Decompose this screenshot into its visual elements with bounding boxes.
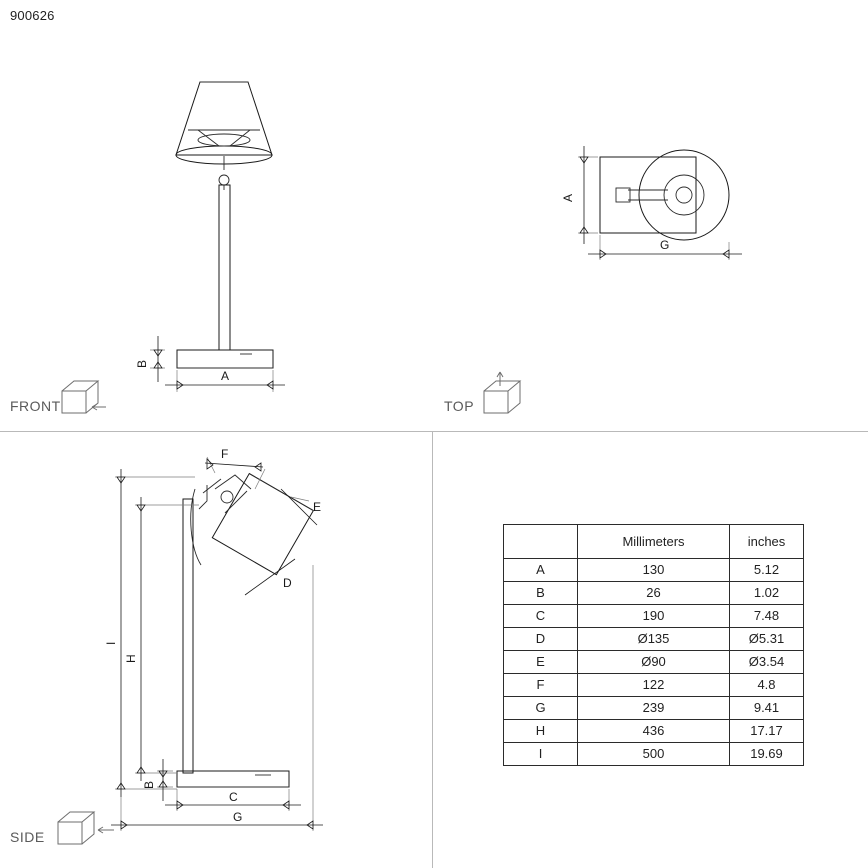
side-dim-i-label: I bbox=[104, 641, 118, 645]
table-row bbox=[504, 582, 804, 605]
top-view-drawing bbox=[540, 130, 830, 300]
table-row bbox=[504, 628, 804, 651]
side-dim-c-label: C bbox=[229, 790, 238, 804]
side-dim-d-label: D bbox=[283, 576, 292, 590]
row-mm: 190 bbox=[578, 605, 730, 628]
row-mm: Ø90 bbox=[578, 651, 730, 674]
side-dim-e-label: E bbox=[313, 500, 322, 514]
table-header-key bbox=[504, 525, 578, 559]
side-dim-h-label: H bbox=[124, 654, 138, 663]
row-inch: 7.48 bbox=[730, 605, 804, 628]
row-key: B bbox=[504, 582, 578, 605]
divider-vertical bbox=[432, 431, 433, 868]
row-mm: 500 bbox=[578, 743, 730, 766]
side-view-label: SIDE bbox=[10, 829, 45, 845]
table-header-inches: inches bbox=[730, 525, 804, 559]
row-mm: 239 bbox=[578, 697, 730, 720]
front-view-orientation-cube bbox=[56, 377, 114, 417]
row-mm: 436 bbox=[578, 720, 730, 743]
table-header-millimeters: Millimeters bbox=[578, 525, 730, 559]
row-key: I bbox=[504, 743, 578, 766]
side-view-drawing bbox=[95, 445, 425, 845]
table-header-row bbox=[504, 525, 804, 559]
front-view-label: FRONT bbox=[10, 398, 61, 414]
top-view-orientation-cube bbox=[478, 372, 536, 418]
row-key: E bbox=[504, 651, 578, 674]
row-mm: 122 bbox=[578, 674, 730, 697]
row-mm: 130 bbox=[578, 559, 730, 582]
table-row bbox=[504, 720, 804, 743]
row-key: H bbox=[504, 720, 578, 743]
row-inch: 5.12 bbox=[730, 559, 804, 582]
row-inch: 4.8 bbox=[730, 674, 804, 697]
side-dim-f-label: F bbox=[221, 447, 229, 461]
divider-horizontal bbox=[0, 431, 868, 432]
front-view-drawing bbox=[120, 30, 420, 410]
row-inch: Ø3.54 bbox=[730, 651, 804, 674]
table-row bbox=[504, 674, 804, 697]
row-key: F bbox=[504, 674, 578, 697]
row-inch: 9.41 bbox=[730, 697, 804, 720]
row-inch: 17.17 bbox=[730, 720, 804, 743]
table-row bbox=[504, 605, 804, 628]
row-inch: Ø5.31 bbox=[730, 628, 804, 651]
side-dim-b-label: B bbox=[142, 780, 156, 789]
side-view-orientation-cube bbox=[52, 808, 116, 852]
top-dim-g-label: G bbox=[660, 238, 670, 252]
row-key: A bbox=[504, 559, 578, 582]
top-view-label: TOP bbox=[444, 398, 475, 414]
front-dim-b-label: B bbox=[135, 359, 149, 368]
table-row bbox=[504, 697, 804, 720]
table-row bbox=[504, 743, 804, 766]
row-key: C bbox=[504, 605, 578, 628]
product-code: 900626 bbox=[10, 8, 55, 23]
side-dim-g-label: G bbox=[233, 810, 243, 824]
row-mm: Ø135 bbox=[578, 628, 730, 651]
row-key: D bbox=[504, 628, 578, 651]
table-row bbox=[504, 651, 804, 674]
top-dim-a-label: A bbox=[561, 193, 575, 202]
front-dim-a-label: A bbox=[221, 369, 230, 383]
row-key: G bbox=[504, 697, 578, 720]
row-inch: 19.69 bbox=[730, 743, 804, 766]
dimension-table bbox=[503, 524, 804, 766]
row-mm: 26 bbox=[578, 582, 730, 605]
row-inch: 1.02 bbox=[730, 582, 804, 605]
dimension-table-wrapper bbox=[503, 524, 804, 766]
table-row bbox=[504, 559, 804, 582]
